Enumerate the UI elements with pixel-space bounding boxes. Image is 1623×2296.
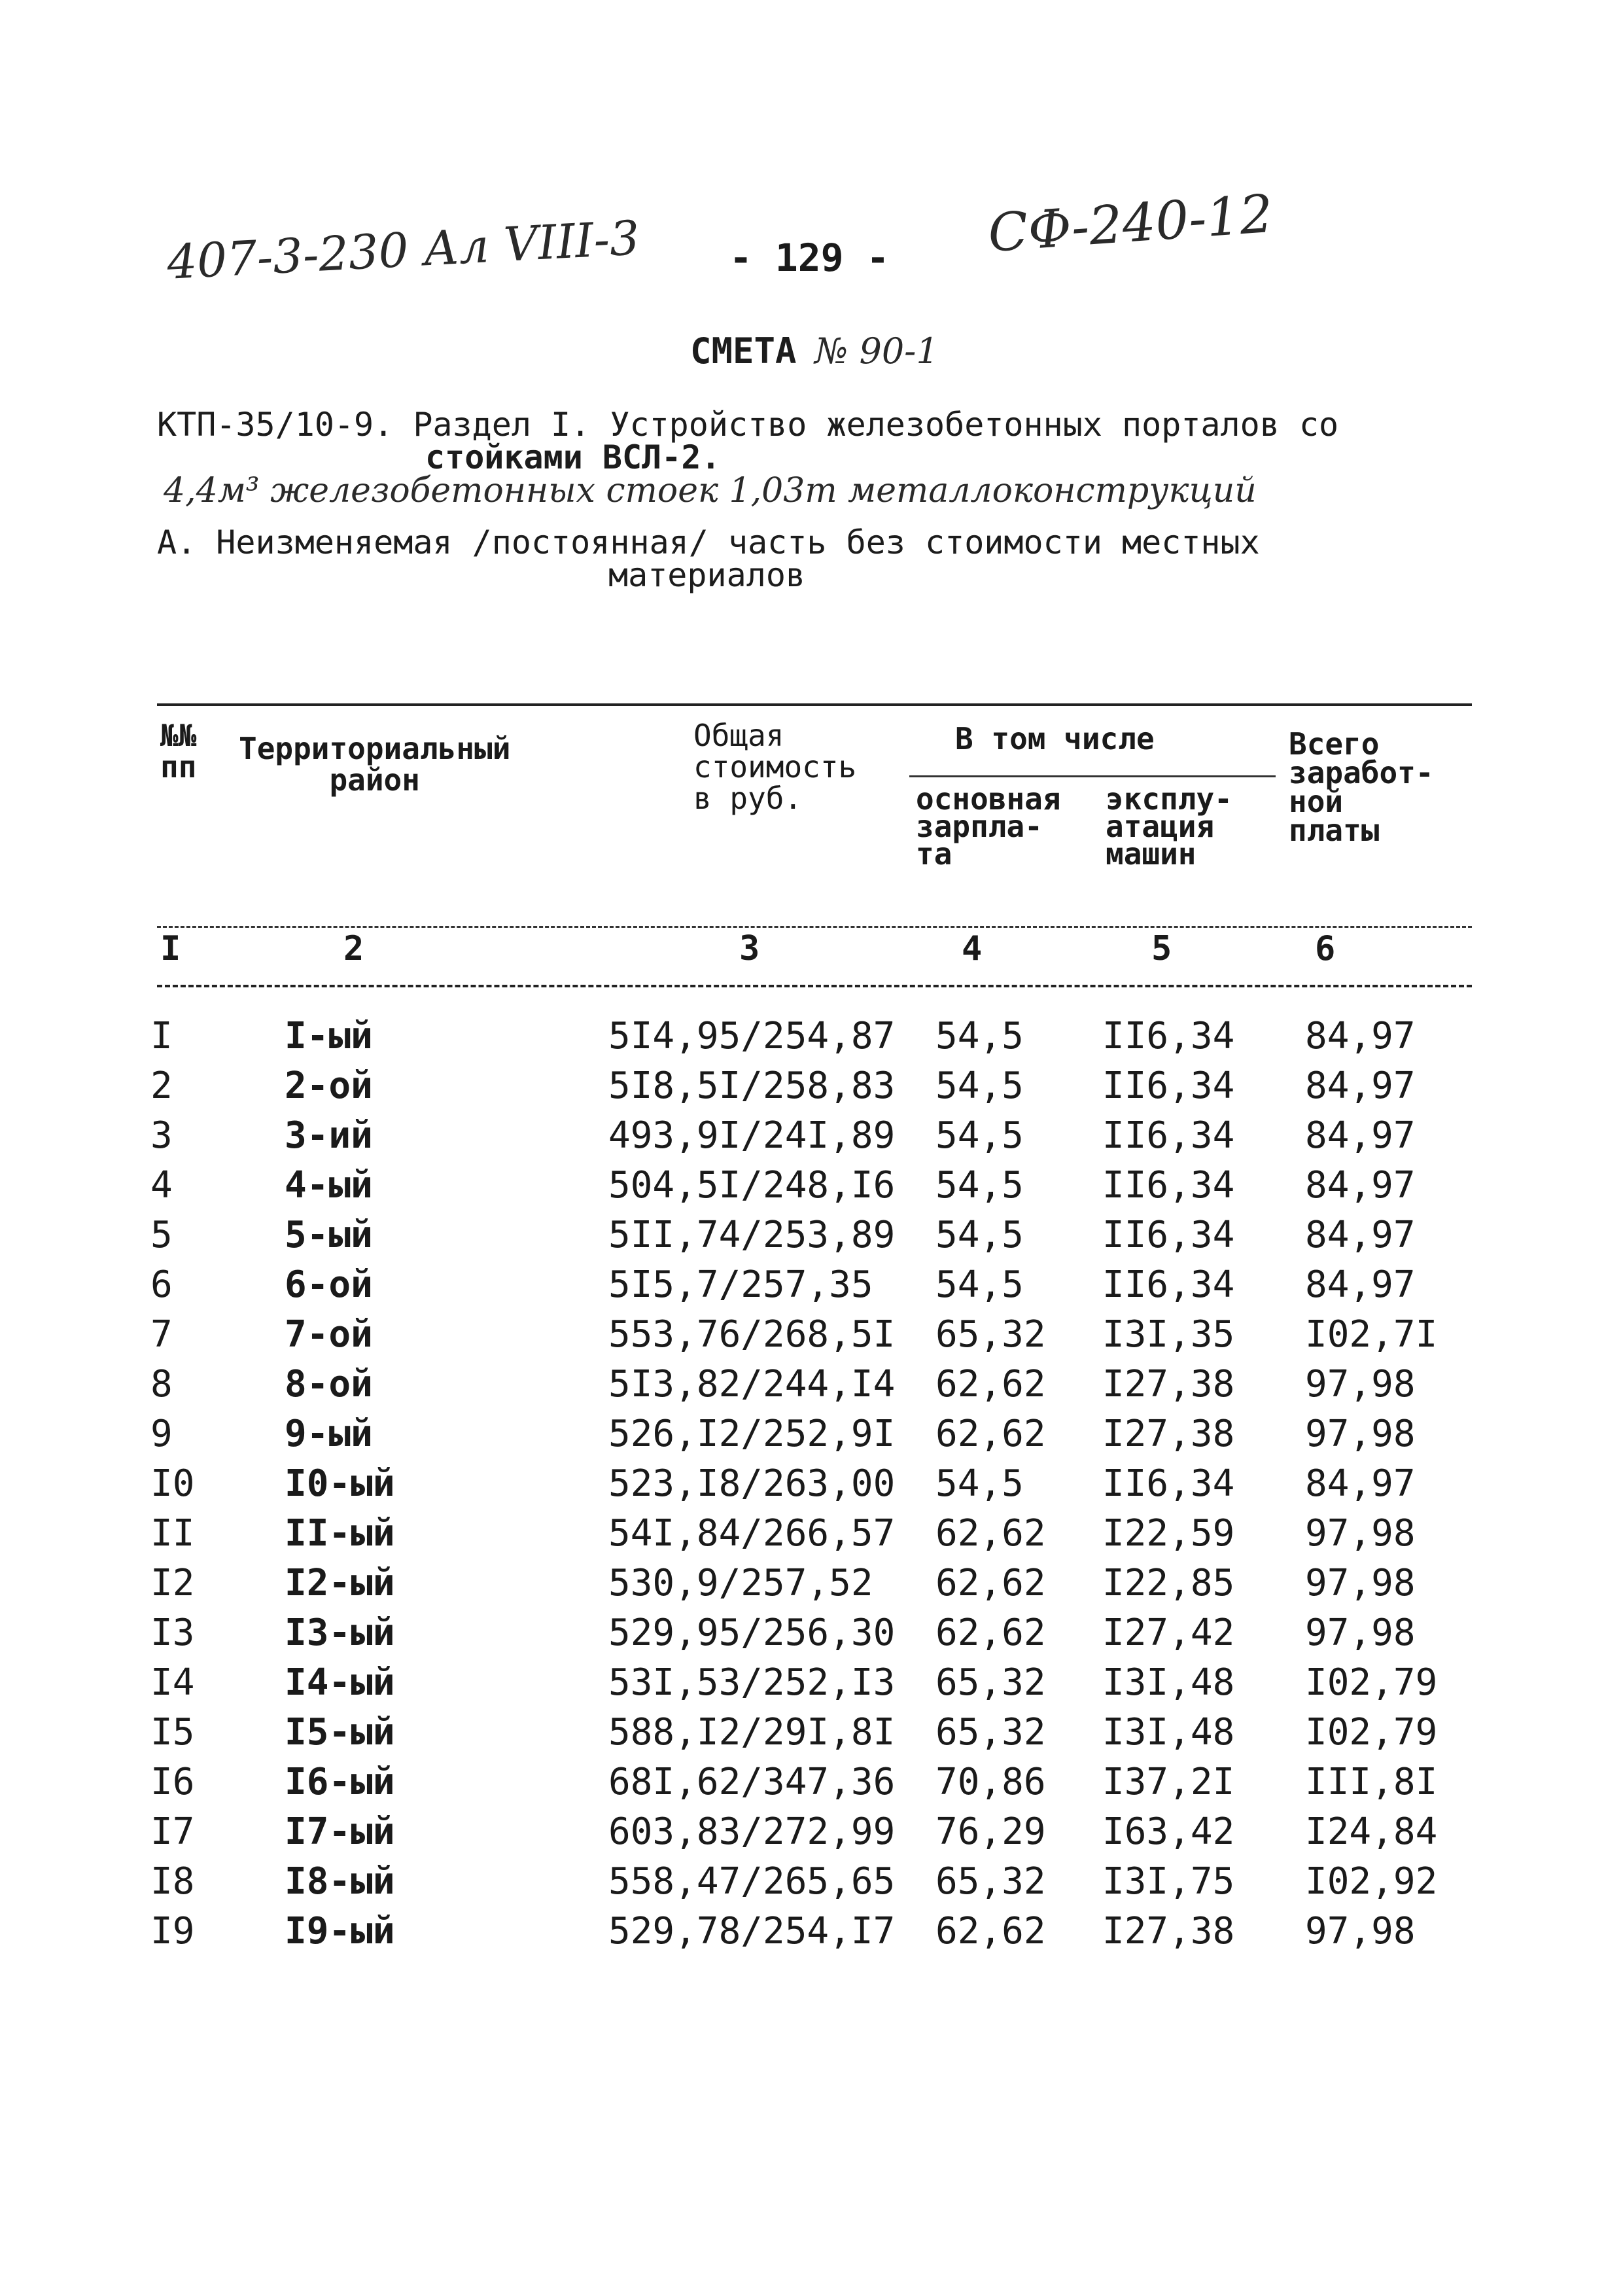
table-row [150, 1110, 1475, 1160]
cell-total-cost: 553,76/268,5I [608, 1313, 896, 1356]
cell-total-wage: 84,97 [1305, 1263, 1416, 1306]
handwritten-project-code: 407-3-230 Ал VIII-3 [166, 210, 641, 290]
table-row [150, 1011, 1475, 1061]
header-bottom-rule [157, 926, 1472, 928]
header-group-including: В том числе [955, 721, 1155, 756]
cell-total-cost: 5I5,7/257,35 [608, 1263, 873, 1306]
estimate-title-label: СМЕТА [690, 330, 797, 372]
cell-basic-wage: 54,5 [935, 1462, 1024, 1505]
cell-total-cost: 523,I8/263,00 [608, 1462, 896, 1505]
column-number: 4 [962, 929, 983, 968]
cell-row-number: 9 [150, 1412, 173, 1455]
cell-total-wage: I02,79 [1305, 1710, 1438, 1754]
cell-machine-operation: I27,38 [1102, 1362, 1235, 1405]
column-number: 3 [739, 929, 760, 968]
column-number: 5 [1151, 929, 1172, 968]
header-total-wage: Всего заработ- ной платы [1289, 726, 1434, 848]
column-numbers-rule [157, 985, 1472, 987]
cell-total-cost: 5I4,95/254,87 [608, 1014, 896, 1057]
cell-basic-wage: 54,5 [935, 1014, 1024, 1057]
cell-region: I2-ый [285, 1561, 395, 1604]
handwritten-sheet-code: СФ-240-12 [986, 183, 1275, 264]
estimate-table-body [150, 1011, 1475, 1956]
cell-region: 5-ый [285, 1213, 373, 1256]
column-number: 2 [343, 929, 364, 968]
header-region: Территориальный район [239, 731, 511, 798]
section-line-1: А. Неизменяемая /постоянная/ часть без стоимости местных [157, 523, 1260, 561]
cell-basic-wage: 54,5 [935, 1163, 1024, 1207]
cell-basic-wage: 54,5 [935, 1114, 1024, 1157]
subject-line-1: КТП-35/10-9. Раздел I. Устройство железобетонных порталов со [157, 406, 1339, 444]
cell-basic-wage: 54,5 [935, 1213, 1024, 1256]
cell-basic-wage: 65,32 [935, 1710, 1046, 1754]
table-row [150, 1856, 1475, 1906]
cell-machine-operation: I27,38 [1102, 1909, 1235, 1952]
cell-total-cost: 603,83/272,99 [608, 1810, 896, 1853]
table-top-rule [157, 703, 1472, 706]
cell-machine-operation: II6,34 [1102, 1263, 1235, 1306]
cell-total-wage: I02,92 [1305, 1860, 1438, 1903]
cell-basic-wage: 54,5 [935, 1064, 1024, 1107]
cell-total-wage: 84,97 [1305, 1163, 1416, 1207]
cell-total-wage: 97,98 [1305, 1412, 1416, 1455]
cell-machine-operation: II6,34 [1102, 1163, 1235, 1207]
cell-row-number: 5 [150, 1213, 173, 1256]
cell-total-wage: 97,98 [1305, 1909, 1416, 1952]
section-line-2: материалов [608, 556, 806, 594]
cell-total-wage: 97,98 [1305, 1511, 1416, 1555]
cell-row-number: I6 [150, 1760, 195, 1803]
cell-region: 2-ой [285, 1064, 373, 1107]
cell-region: I3-ый [285, 1611, 395, 1654]
header-machine-operation: эксплу- атация машин [1106, 781, 1232, 872]
group-header-rule [909, 775, 1276, 777]
table-row [150, 1409, 1475, 1458]
cell-region: 7-ой [285, 1313, 373, 1356]
cell-region: 8-ой [285, 1362, 373, 1405]
page-number: - 129 - [729, 236, 890, 280]
header-total-cost: Общая стоимость в руб. [693, 718, 857, 816]
cell-total-cost: 53I,53/252,I3 [608, 1661, 896, 1704]
header-basic-wage: основная зарпла- та [916, 781, 1061, 872]
cell-total-wage: 84,97 [1305, 1114, 1416, 1157]
cell-basic-wage: 62,62 [935, 1611, 1046, 1654]
cell-basic-wage: 62,62 [935, 1511, 1046, 1555]
cell-total-wage: 97,98 [1305, 1611, 1416, 1654]
table-row [150, 1558, 1475, 1608]
cell-basic-wage: 54,5 [935, 1263, 1024, 1306]
cell-machine-operation: I27,38 [1102, 1412, 1235, 1455]
table-row [150, 1260, 1475, 1309]
cell-region: I4-ый [285, 1661, 395, 1704]
cell-basic-wage: 62,62 [935, 1362, 1046, 1405]
cell-total-cost: 504,5I/248,I6 [608, 1163, 896, 1207]
table-row [150, 1061, 1475, 1110]
cell-total-wage: 84,97 [1305, 1014, 1416, 1057]
column-number: I [160, 929, 181, 968]
estimate-handwritten-number: № 90-1 [814, 330, 939, 372]
cell-machine-operation: I3I,48 [1102, 1661, 1235, 1704]
cell-total-wage: 84,97 [1305, 1213, 1416, 1256]
estimate-title [690, 330, 939, 372]
cell-region: 3-ий [285, 1114, 373, 1157]
cell-row-number: I5 [150, 1710, 195, 1754]
cell-machine-operation: II6,34 [1102, 1462, 1235, 1505]
cell-region: I5-ый [285, 1710, 395, 1754]
subject-line-2: стойками ВСЛ-2. [425, 438, 721, 476]
subject-handwritten-note: 4,4м³ железобетонных стоек 1,03т металлоконструкций [164, 471, 1257, 510]
cell-basic-wage: 65,32 [935, 1661, 1046, 1704]
column-number: 6 [1315, 929, 1336, 968]
cell-region: I8-ый [285, 1860, 395, 1903]
cell-region: I6-ый [285, 1760, 395, 1803]
table-row [150, 1309, 1475, 1359]
cell-total-cost: 54I,84/266,57 [608, 1511, 896, 1555]
cell-total-cost: 5I8,5I/258,83 [608, 1064, 896, 1107]
cell-basic-wage: 65,32 [935, 1313, 1046, 1356]
cell-region: I-ый [285, 1014, 373, 1057]
estimate-table [150, 1011, 1475, 1956]
table-row [150, 1757, 1475, 1807]
table-row [150, 1458, 1475, 1508]
cell-total-cost: 530,9/257,52 [608, 1561, 873, 1604]
cell-region: I9-ый [285, 1909, 395, 1952]
cell-row-number: 4 [150, 1163, 173, 1207]
cell-total-cost: 5I3,82/244,I4 [608, 1362, 896, 1405]
cell-region: II-ый [285, 1511, 395, 1555]
table-row [150, 1160, 1475, 1210]
cell-basic-wage: 62,62 [935, 1412, 1046, 1455]
table-row [150, 1210, 1475, 1260]
table-row [150, 1359, 1475, 1409]
cell-basic-wage: 65,32 [935, 1860, 1046, 1903]
cell-region: 9-ый [285, 1412, 373, 1455]
cell-total-wage: 97,98 [1305, 1561, 1416, 1604]
cell-machine-operation: I27,42 [1102, 1611, 1235, 1654]
cell-basic-wage: 62,62 [935, 1909, 1046, 1952]
cell-machine-operation: II6,34 [1102, 1213, 1235, 1256]
cell-row-number: 2 [150, 1064, 173, 1107]
cell-basic-wage: 76,29 [935, 1810, 1046, 1853]
cell-total-cost: 5II,74/253,89 [608, 1213, 896, 1256]
cell-row-number: 3 [150, 1114, 173, 1157]
cell-total-wage: 97,98 [1305, 1362, 1416, 1405]
table-row [150, 1657, 1475, 1707]
cell-basic-wage: 70,86 [935, 1760, 1046, 1803]
cell-total-wage: 84,97 [1305, 1064, 1416, 1107]
cell-machine-operation: II6,34 [1102, 1114, 1235, 1157]
cell-total-cost: 558,47/265,65 [608, 1860, 896, 1903]
cell-machine-operation: II6,34 [1102, 1014, 1235, 1057]
cell-total-wage: III,8I [1305, 1760, 1438, 1803]
table-row [150, 1906, 1475, 1956]
cell-total-cost: 493,9I/24I,89 [608, 1114, 896, 1157]
cell-total-wage: I02,7I [1305, 1313, 1438, 1356]
cell-total-cost: 529,78/254,I7 [608, 1909, 896, 1952]
cell-machine-operation: I3I,48 [1102, 1710, 1235, 1754]
cell-row-number: I [150, 1014, 173, 1057]
cell-total-cost: 529,95/256,30 [608, 1611, 896, 1654]
cell-machine-operation: I37,2I [1102, 1760, 1235, 1803]
table-row [150, 1707, 1475, 1757]
cell-machine-operation: I63,42 [1102, 1810, 1235, 1853]
cell-row-number: 8 [150, 1362, 173, 1405]
cell-row-number: I2 [150, 1561, 195, 1604]
cell-total-wage: I24,84 [1305, 1810, 1438, 1853]
cell-machine-operation: I3I,35 [1102, 1313, 1235, 1356]
cell-basic-wage: 62,62 [935, 1561, 1046, 1604]
table-row [150, 1807, 1475, 1856]
cell-row-number: I7 [150, 1810, 195, 1853]
cell-row-number: I9 [150, 1909, 195, 1952]
table-row [150, 1608, 1475, 1657]
cell-total-wage: I02,79 [1305, 1661, 1438, 1704]
cell-row-number: I8 [150, 1860, 195, 1903]
cell-machine-operation: I22,85 [1102, 1561, 1235, 1604]
cell-machine-operation: II6,34 [1102, 1064, 1235, 1107]
cell-region: 4-ый [285, 1163, 373, 1207]
cell-machine-operation: I3I,75 [1102, 1860, 1235, 1903]
cell-row-number: I0 [150, 1462, 195, 1505]
cell-total-wage: 84,97 [1305, 1462, 1416, 1505]
cell-row-number: I3 [150, 1611, 195, 1654]
cell-region: I7-ый [285, 1810, 395, 1853]
header-number: №№ пп [160, 718, 197, 785]
cell-row-number: II [150, 1511, 195, 1555]
cell-row-number: 7 [150, 1313, 173, 1356]
cell-region: I0-ый [285, 1462, 395, 1505]
cell-total-cost: 588,I2/29I,8I [608, 1710, 896, 1754]
cell-row-number: 6 [150, 1263, 173, 1306]
cell-total-cost: 68I,62/347,36 [608, 1760, 896, 1803]
cell-total-cost: 526,I2/252,9I [608, 1412, 896, 1455]
table-row [150, 1508, 1475, 1558]
cell-region: 6-ой [285, 1263, 373, 1306]
cell-row-number: I4 [150, 1661, 195, 1704]
cell-machine-operation: I22,59 [1102, 1511, 1235, 1555]
